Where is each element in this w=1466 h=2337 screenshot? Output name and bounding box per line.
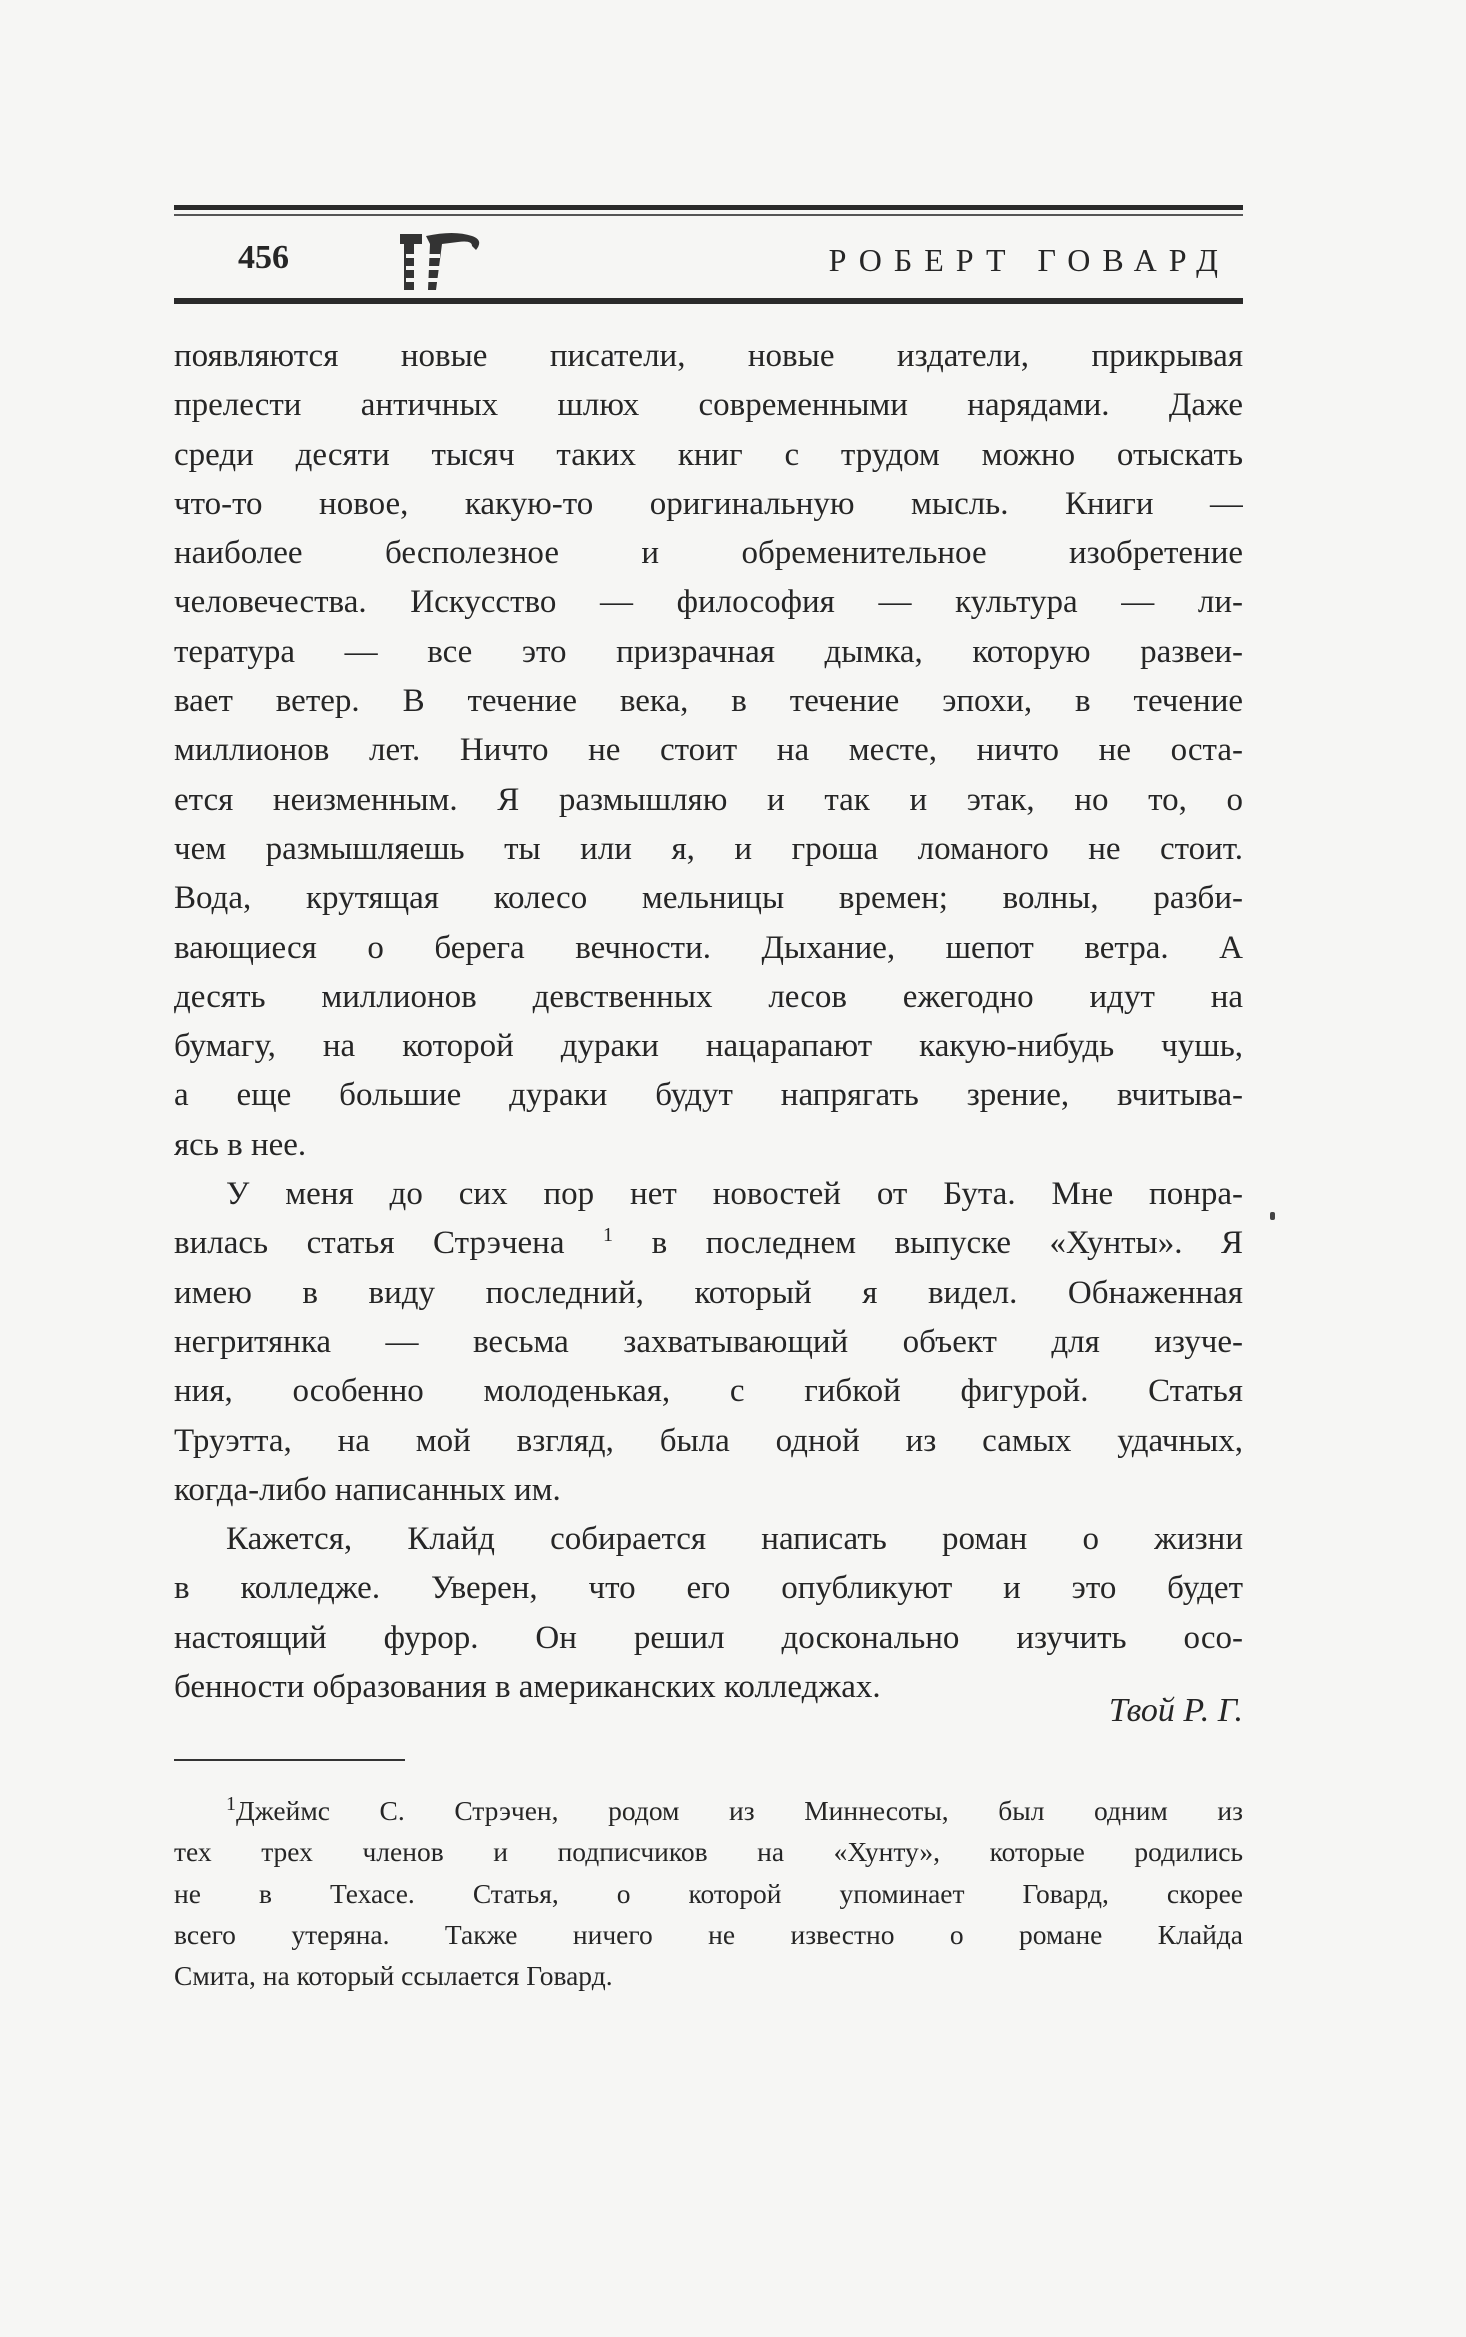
page-number: 456	[238, 239, 289, 276]
text-segment: в последнем выпуске «Хунты». Я	[613, 1225, 1243, 1262]
text-line: Труэтта, на мой взгляд, была одной из самых удачных,	[174, 1422, 1243, 1459]
text-segment: Джеймс С. Стрэчен, родом из Миннесоты, был одним из	[236, 1795, 1243, 1826]
text-line: наиболее бесполезное и обременительное изобретение	[174, 535, 1243, 572]
footnote-reference[interactable]: 1	[603, 1224, 614, 1247]
text-line: ясь в нее.	[174, 1126, 307, 1163]
text-line: ния, особенно молоденькая, с гибкой фигурой. Статья	[174, 1373, 1243, 1410]
footnote-line: не в Техасе. Статья, о которой упоминает Говард, скорее	[174, 1877, 1243, 1909]
text-line: бумагу, на которой дураки нацарапают какую-нибудь чушь,	[174, 1028, 1243, 1065]
footnote-line	[174, 1790, 1243, 1831]
text-line: чем размышляешь ты или я, и гроша ломаного не стоит.	[174, 830, 1243, 867]
text-line: У меня до сих пор нет новостей от Бута. Мне понра-	[226, 1176, 1243, 1213]
footnote-line: всего утеряна. Также ничего не известно о романе Клайда	[174, 1918, 1243, 1950]
footnote-mark: 1	[226, 1792, 236, 1815]
running-title: РОБЕРТ ГОВАРД	[828, 242, 1230, 278]
text-line: в колледже. Уверен, что его опубликуют и это будет	[174, 1570, 1243, 1607]
text-line: десять миллионов девственных лесов ежегодно идут на	[174, 978, 1243, 1015]
text-line: вающиеся о берега вечности. Дыхание, шепот ветра. А	[174, 929, 1243, 966]
text-line: Вода, крутящая колесо мельницы времен; волны, разби-	[174, 880, 1243, 917]
text-line: тература — все это призрачная дымка, которую развеи-	[174, 633, 1243, 670]
text-segment: вилась статья Стрэчена	[174, 1225, 604, 1262]
text-line: среди десяти тысяч таких книг с трудом можно отыскать	[174, 436, 1243, 473]
header-bottom-rule	[174, 298, 1243, 304]
text-line	[174, 1219, 1243, 1268]
text-line: имею в виду последний, который я видел. Обнаженная	[174, 1274, 1243, 1311]
footnote-line: тех трех членов и подписчиков на «Хунту», которые родились	[174, 1836, 1243, 1868]
text-line: когда-либо написанных им.	[174, 1471, 561, 1508]
footnote-rule	[174, 1759, 405, 1761]
text-line: прелести античных шлюх современными нарядами. Даже	[174, 387, 1243, 424]
header-top-rule	[174, 205, 1243, 210]
text-line: а еще большие дураки будут напрягать зрение, вчитыва-	[174, 1077, 1243, 1114]
publisher-emblem-icon	[392, 230, 492, 292]
main-text	[174, 332, 1243, 1712]
scan-speck	[1270, 1212, 1275, 1220]
header-top-thin-rule	[174, 214, 1243, 216]
text-line: негритянка — весьма захватывающий объект для изуче-	[174, 1323, 1243, 1360]
text-line: Кажется, Клайд собирается написать роман о жизни	[226, 1521, 1243, 1558]
signature: Твой Р. Г.	[1108, 1692, 1243, 1729]
text-line: что-то новое, какую-то оригинальную мысль. Книги —	[174, 485, 1243, 522]
text-line: ется неизменным. Я размышляю и так и этак, но то, о	[174, 781, 1243, 818]
footnote-line: Смита, на который ссылается Говард.	[174, 1960, 613, 1992]
text-line: человечества. Искусство — философия — культура — ли-	[174, 584, 1243, 621]
text-line: бенности образования в американских колледжах.	[174, 1669, 881, 1706]
footnote	[174, 1790, 1243, 1996]
text-line: настоящий фурор. Он решил досконально изучить осо-	[174, 1619, 1243, 1656]
text-line: появляются новые писатели, новые издатели, прикрывая	[174, 338, 1243, 374]
text-line: миллионов лет. Ничто не стоит на месте, ничто не оста-	[174, 732, 1243, 769]
text-line: вает ветер. В течение века, в течение эпохи, в течение	[174, 683, 1243, 720]
